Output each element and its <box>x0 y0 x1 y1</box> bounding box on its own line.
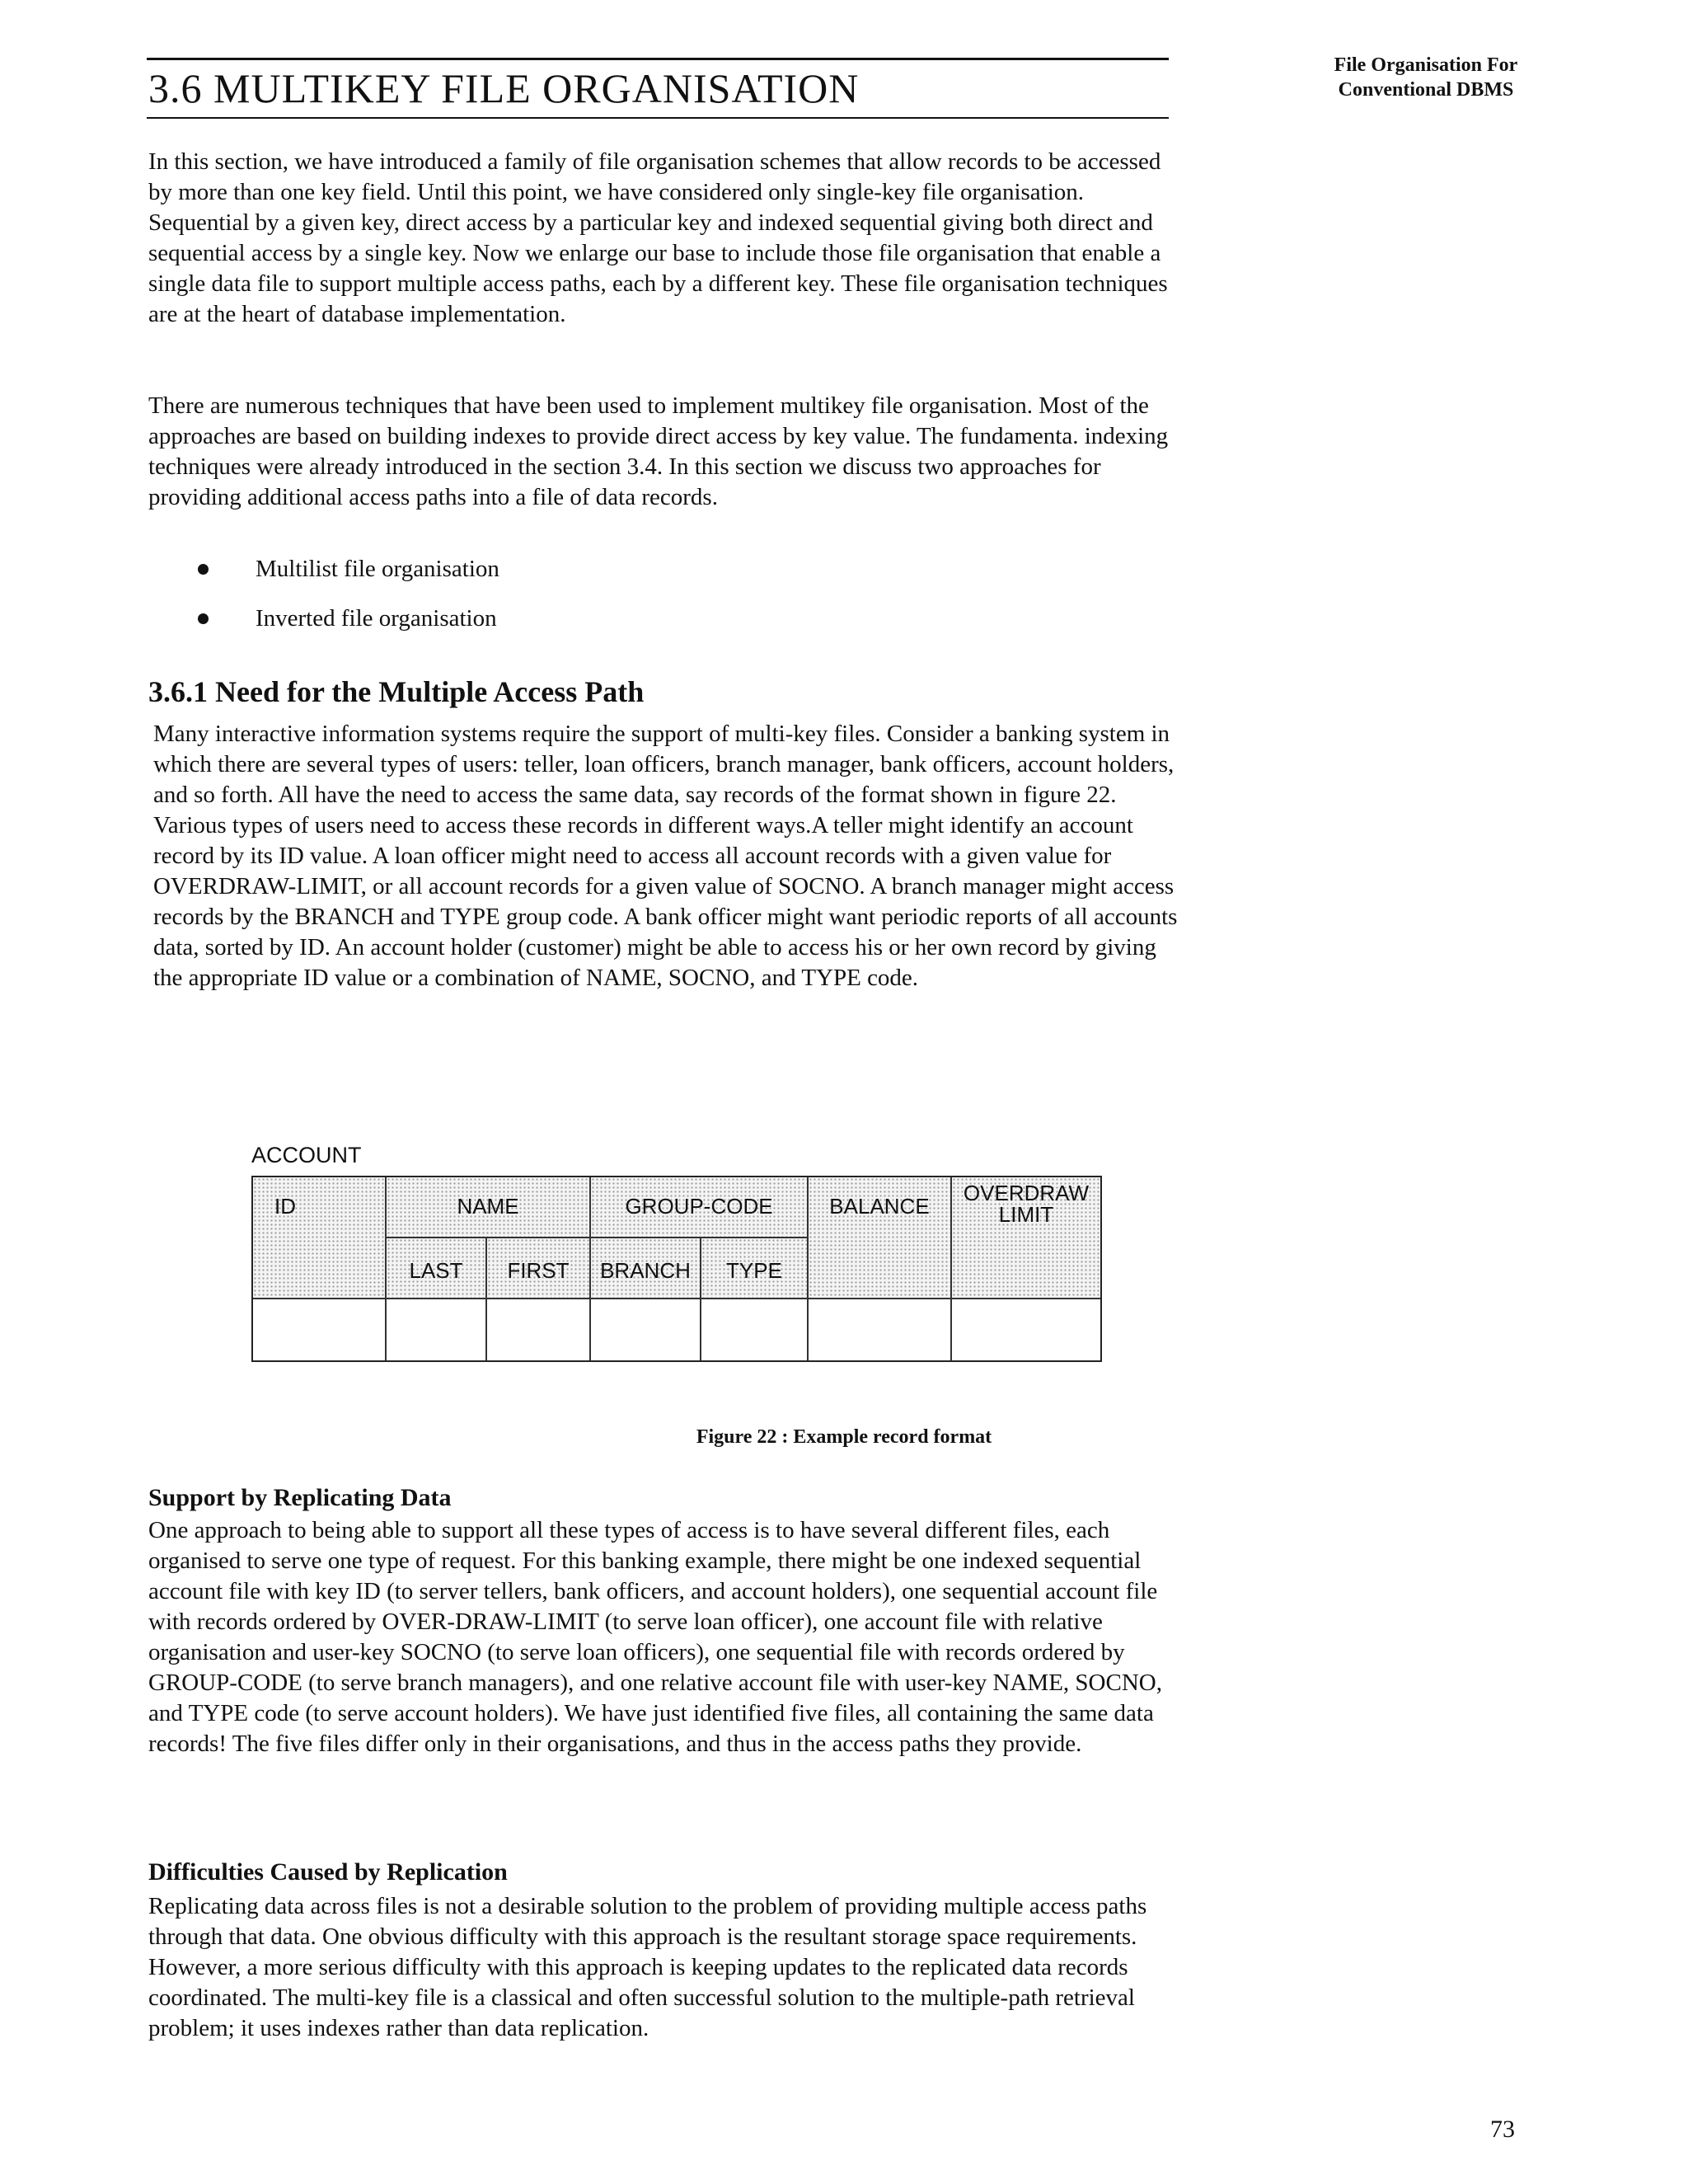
list-item-text: Inverted file organisation <box>256 605 497 632</box>
subsection-title: 3.6.1 Need for the Multiple Access Path <box>148 675 645 708</box>
name-field-label: NAME <box>457 1194 519 1219</box>
difficulties-paragraph: Replicating data across files is not a desirable solution to the problem of providing multiple access paths through that data. One obvious difficulty with this approach is the resultant storage space requirements. However, a more serious difficulty with this approach is keeping updates to the replicated data records coordinated. The multi-key file is a classical and often successful solution to the multiple-path retrieval problem; it uses indexes rather than data replication. <box>148 1893 1147 2041</box>
running-header-line-1: File Organisation For <box>1334 54 1518 76</box>
list-item <box>148 604 499 653</box>
group-code-field <box>591 1177 809 1238</box>
record-format-figure <box>251 1176 1102 1362</box>
balance-field <box>809 1177 952 1299</box>
list-item-text: Multilist file organisation <box>256 556 499 582</box>
difficulties-heading: Difficulties Caused by Replication <box>148 1858 508 1886</box>
value-cell-branch <box>591 1299 701 1360</box>
intro-paragraph-2: There are numerous techniques that have been used to implement multikey file organisation. Most of the approaches are based on building indexes to provide direct access by key value. The fundamenta. indexing techniques were already introduced in the section 3.4. In this section we discuss two approaches for providing additional access paths into a file of data records. <box>148 392 1169 510</box>
overdraw-label-line-2: LIMIT <box>998 1202 1054 1227</box>
branch-field <box>591 1238 701 1299</box>
id-field <box>253 1177 387 1299</box>
value-cell-overdraw-limit <box>952 1299 1100 1360</box>
page-number: 73 <box>1490 2116 1515 2143</box>
name-field <box>387 1177 591 1238</box>
value-cell-first <box>487 1299 591 1360</box>
overdraw-limit-field <box>952 1177 1100 1299</box>
balance-field-label: BALANCE <box>829 1194 930 1219</box>
type-field-label: TYPE <box>726 1258 782 1283</box>
first-field-label: FIRST <box>507 1258 570 1283</box>
running-header-line-2: Conventional DBMS <box>1338 79 1514 101</box>
title-underline-rule <box>147 117 1169 119</box>
group-code-field-label: GROUP-CODE <box>625 1194 773 1219</box>
last-field <box>387 1238 487 1299</box>
value-cell-last <box>387 1299 487 1360</box>
figure-caption: Figure 22 : Example record format <box>696 1426 992 1448</box>
id-field-label: ID <box>274 1194 296 1219</box>
running-header <box>1302 53 1550 102</box>
overdraw-label-line-1: OVERDRAW <box>963 1181 1090 1205</box>
list-item <box>148 554 499 604</box>
bullet-icon <box>198 564 209 575</box>
intro-paragraph-1: In this section, we have introduced a family of file organisation schemes that allow records to be accessed by more than one key field. Until this point, we have considered only single-key file organisation. Sequential by a given key, direct access by a particular key and indexed sequential giving both direct and sequential access by a single key. Now we enlarge our base to include those file organisation that enable a single data file to support multiple access paths, each by a different key. These file organisation techniques are at the heart of database implementation. <box>148 148 1168 327</box>
bullet-icon <box>198 613 209 624</box>
section-title: 3.6 MULTIKEY FILE ORGANISATION <box>148 65 860 111</box>
first-field <box>487 1238 591 1299</box>
value-cell-id <box>253 1299 387 1360</box>
replicating-heading: Support by Replicating Data <box>148 1484 452 1511</box>
value-cell-type <box>701 1299 809 1360</box>
need-paragraph: Many interactive information systems require the support of multi-key files. Consider a banking system in which there are several types of users: teller, loan officers, branch manager, bank officers, account holders, and so forth. All have the need to access the same data, say records of the format shown in figure 22. Various types of users need to access these records in different ways.A teller might identify an account record by its ID value. A loan officer might need to access all account records with a given value for OVERDRAW-LIMIT, or all account records for a given value of SOCNO. A branch manager might access records by the BRANCH and TYPE group code. A bank officer might want periodic reports of all accounts data, sorted by ID. An account holder (customer) might be able to access his or her own record by giving the appropriate ID value or a combination of NAME, SOCNO, and TYPE code. <box>153 721 1178 991</box>
approaches-list <box>148 554 499 653</box>
value-cell-balance <box>809 1299 952 1360</box>
replicating-paragraph: One approach to being able to support all these types of access is to have several different files, each organised to serve one type of request. For this banking example, there might be one indexed sequential account file with key ID (to server tellers, bank officers, and account holders), one sequential account file with records ordered by OVER-DRAW-LIMIT (to serve loan officer), one account file with relative organisation and user-key SOCNO (to serve loan officers), one sequential file with records ordered by GROUP-CODE (to serve branch managers), and one relative account file with user-key NAME, SOCNO, and TYPE code (to serve account holders). We have just identified five files, all containing the same data records! The five files differ only in their organisations, and thus in the access paths they provide. <box>148 1517 1162 1757</box>
last-field-label: LAST <box>409 1258 463 1283</box>
type-field <box>701 1238 809 1299</box>
record-format-label: ACCOUNT <box>251 1143 362 1167</box>
top-rule <box>147 58 1169 60</box>
branch-field-label: BRANCH <box>600 1258 691 1283</box>
